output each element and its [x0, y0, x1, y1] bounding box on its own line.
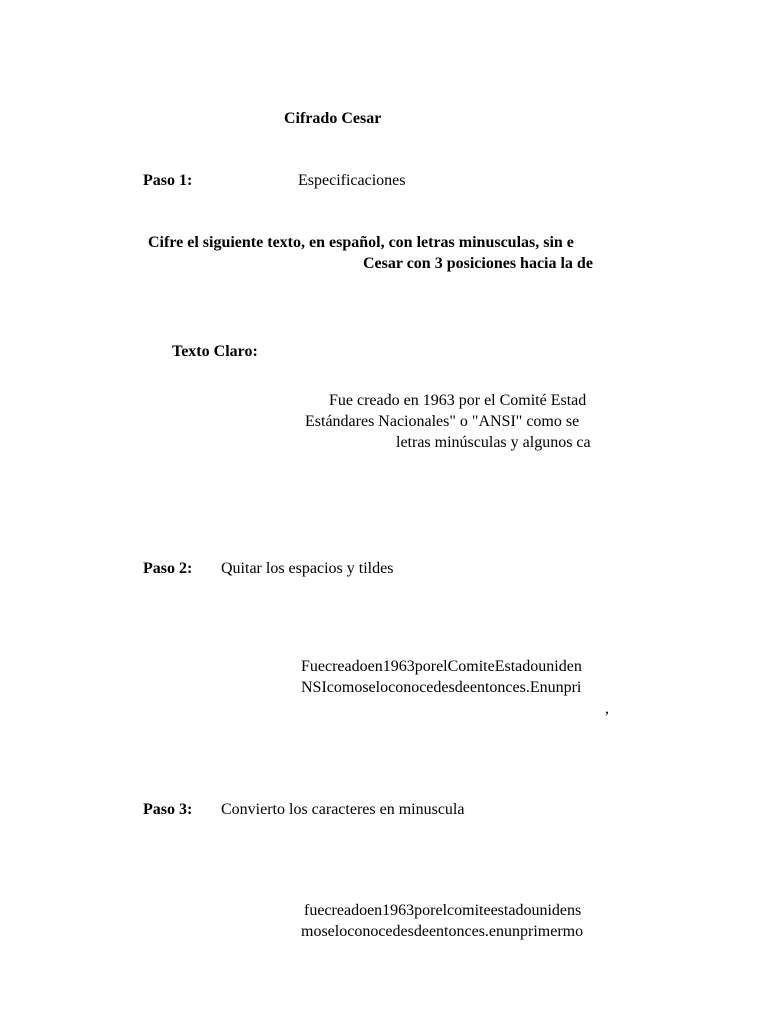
texto-claro-label: Texto Claro: — [172, 343, 258, 360]
texto-claro-line-1: Fue creado en 1963 por el Comité Estad — [329, 392, 587, 409]
paso2-line-3: , — [605, 700, 609, 717]
texto-claro-line-2: Estándares Nacionales" o "ANSI" como se — [305, 413, 580, 430]
paso1-instruction-line-1: Cifre el siguiente texto, en español, con letras minusculas, sin e — [148, 234, 574, 251]
paso2-label: Paso 2: — [143, 560, 193, 577]
paso1-heading: Especificaciones — [298, 172, 406, 189]
paso1-label: Paso 1: — [143, 172, 193, 189]
texto-claro-line-3: letras minúsculas y algunos ca — [396, 434, 591, 451]
paso3-line-2: moseloconocedesdeentonces.enunprimermo — [301, 923, 584, 940]
paso2-line-1: Fuecreadoen1963porelComiteEstadouniden — [301, 658, 582, 675]
paso1-instruction-line-2: Cesar con 3 posiciones hacia la de — [363, 255, 593, 272]
paso3-line-1: fuecreadoen1963porelcomiteestadounidens — [304, 902, 582, 919]
paso2-heading: Quitar los espacios y tildes — [221, 560, 394, 577]
paso3-label: Paso 3: — [143, 801, 193, 818]
page-title: Cifrado Cesar — [284, 110, 382, 127]
paso3-heading: Convierto los caracteres en minuscula — [221, 801, 465, 818]
paso2-line-2: NSIcomoseloconocedesdeentonces.Enunpri — [301, 679, 582, 696]
